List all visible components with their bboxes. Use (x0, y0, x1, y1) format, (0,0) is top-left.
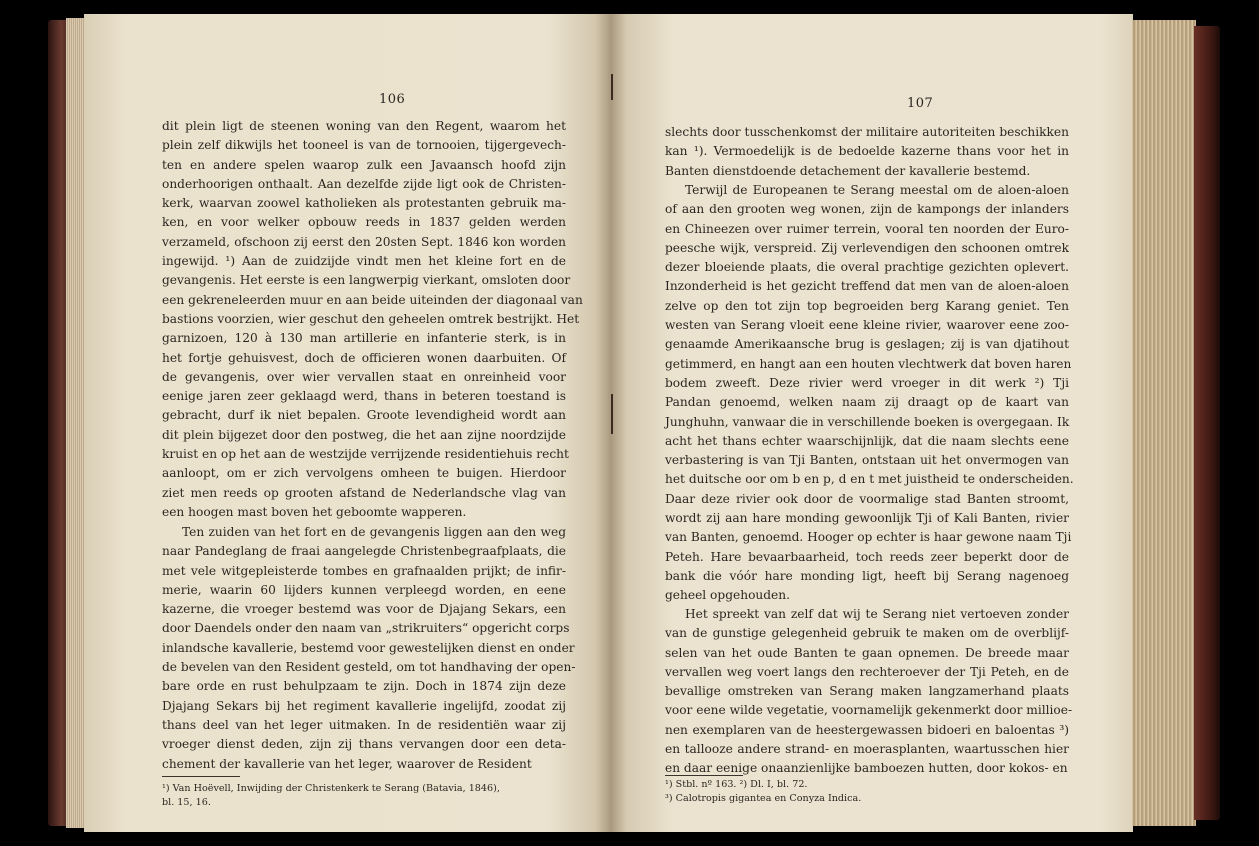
text-line: en daar eenige onaanzienlijke bamboezen hutten, door kokos- en (665, 761, 1068, 776)
right-page (611, 14, 1133, 832)
text-line: ken, en voor welker opbouw reeds in 1837 gelden werden (162, 215, 566, 230)
text-line: verbastering is van Tji Banten, ontstaan uit het onvermogen van (665, 453, 1069, 468)
text-line: Ten zuiden van het fort en de gevangenis liggen aan den weg (182, 525, 566, 539)
text-line: een gekreneleerden muur en aan beide uiteinden der diagonaal van (162, 292, 583, 307)
text-line: westen van Serang vloeit eene kleine rivier, waarover eene zoo- (665, 318, 1069, 333)
text-line: thans deel van het leger uitmaken. In de residentiën waar zij (162, 717, 566, 732)
text-line: bank die vóór hare monding ligt, heeft bij Serang nagenoeg (665, 568, 1069, 583)
text-line: kerk, waarvan zoowel katholieken als protestanten gebruik ma- (162, 196, 566, 211)
text-line: ten en andere spelen waarop zulk een Javaansch hoofd zijn (162, 157, 566, 172)
text-line: ¹) Van Hoëvell, Inwijding der Christenkerk te Serang (Batavia, 1846), (162, 783, 500, 794)
text-line: door Daendels onder den naam van „strikruiters“ opgericht corps (162, 621, 570, 636)
text-line: gebracht, durf ik niet bepalen. Groote levendigheid wordt aan (162, 408, 566, 423)
text-line: verzameld, ofschoon zij eerst den 20sten Sept. 1846 kon worden (162, 234, 566, 249)
left-page (84, 14, 611, 832)
text-line: Inzonderheid is het gezicht treffend dat men van de aloen-aloen (665, 279, 1069, 294)
text-line: inlandsche kavallerie, bestemd voor gewestelijken dienst en onder (162, 640, 575, 655)
text-line: een hoogen mast boven het geboomte wapperen. (162, 504, 467, 519)
text-line: van Banten, genoemd. Hooger op echter is haar gewone naam Tji (665, 530, 1072, 545)
text-line: zelve op den tot zijn top begroeiden berg Karang geniet. Ten (665, 298, 1069, 313)
footnote-rule-right (665, 775, 743, 776)
text-line: gevangenis. Het eerste is een langwerpig vierkant, omsloten door (162, 273, 571, 288)
book-cover-right (1194, 26, 1220, 820)
text-line: Banten dienstdoende detachement der kavallerie bestemd. (665, 163, 1031, 178)
right-paragraph-1 (665, 123, 1069, 181)
text-line: voor eene wilde vegetatie, voornamelijk gekenmerkt door millioe- (665, 703, 1073, 718)
left-paragraph-1 (162, 117, 583, 522)
text-line: ³) Calotropis gigantea en Conyza Indica. (665, 793, 862, 804)
text-line: dit plein ligt de steenen woning van den Regent, waarom het (162, 119, 566, 133)
text-line: dit plein bijgezet door den postweg, die het aan zijne noordzijde (162, 427, 566, 442)
right-paragraph-2 (665, 181, 1074, 606)
text-line: geheel opgehouden. (665, 588, 790, 603)
text-line: bevallige omstreken van Serang maken langzamerhand plaats (665, 684, 1069, 699)
text-line: slechts door tusschenkomst der militaire autoriteiten beschikken (665, 125, 1069, 139)
text-line: onderhoorigen onthaalt. Aan dezelfde zijde ligt ook de Christen- (162, 176, 566, 191)
text-line: ¹) Stbl. nº 163. ²) Dl. I, bl. 72. (665, 779, 808, 790)
text-line: vroeger dienst deden, zijn zij thans vervangen door een deta- (162, 737, 566, 752)
text-line: en tallooze andere strand- en moerasplanten, waartusschen hier (665, 742, 1069, 757)
text-line: naar Pandeglang de fraai aangelegde Christenbegraafplaats, die (162, 544, 566, 559)
text-line: ziet men reeds op grooten afstand de Nederlandsche vlag van (162, 485, 566, 500)
page-number-left: 106 (379, 92, 406, 107)
text-line: en Chineezen over ruimer terrein, vooral ten noorden der Euro- (665, 221, 1069, 236)
right-footnotes (665, 778, 1069, 806)
left-paragraph-2 (162, 523, 576, 774)
page-number-right: 107 (907, 96, 934, 111)
left-footnotes (162, 782, 566, 810)
text-line: plein zelf dikwijls het tooneel is van de tornooien, tijgergevech- (162, 138, 566, 153)
text-line: garnizoen, 120 à 130 man artillerie en infanterie sterk, is in (162, 331, 566, 346)
text-line: genaamde Amerikaansche brug is geslagen; zij is van djatihout (665, 337, 1069, 352)
open-book (48, 14, 1220, 832)
text-line: bare orde en rust behulpzaam te zijn. Doch in 1874 zijn deze (162, 679, 566, 694)
text-line: Djajang Sekars bij het regiment kavallerie ingelijfd, zoodat zij (162, 698, 566, 713)
text-line: kruist en op het aan de westzijde verrijzende residentiehuis recht (162, 447, 569, 462)
text-line: getimmerd, en hangt aan een houten vlechtwerk dat boven haren (665, 356, 1072, 371)
text-line: selen van het oude Banten te gaan opnemen. De breede maar (665, 645, 1069, 660)
text-line: of aan den grooten weg wonen, zijn de kampongs der inlanders (665, 202, 1069, 217)
text-line: Het spreekt van zelf dat wij te Serang niet vertoeven zonder (685, 607, 1069, 621)
text-line: van de gunstige gelegenheid gebruik te maken om de overblijf- (665, 626, 1069, 641)
text-line: met vele witgepleisterde tombes en grafnaalden prijkt; de infir- (162, 563, 566, 578)
text-line: ingewijd. ¹) Aan de zuidzijde vindt men het kleine fort en de (162, 254, 566, 269)
text-line: de gevangenis, over wier vervallen staat en onreinheid voor (162, 369, 566, 384)
text-line: bodem zweeft. Deze rivier werd vroeger in dit werk ²) Tji (665, 375, 1069, 390)
text-line: vervallen weg voert langs den rechteroever der Tji Peteh, en de (665, 664, 1069, 679)
text-line: merie, waarin 60 lijders kunnen verpleegd worden, en eene (162, 582, 566, 597)
text-line: Daar deze rivier ook door de voormalige stad Banten stroomt, (665, 491, 1069, 506)
right-paragraph-3 (665, 605, 1073, 779)
footnote-rule-left (162, 776, 240, 777)
text-line: bastions voorzien, wier geschut den geheelen omtrek bestrijkt. Het (162, 311, 580, 326)
gutter-mark (611, 394, 613, 434)
text-line: het fortje gehuisvest, doch de officieren wonen daarbuiten. Of (162, 350, 566, 365)
text-line: kazerne, die vroeger bestemd was voor de Djajang Sekars, een (162, 602, 566, 617)
page-edges-right (1132, 20, 1196, 826)
text-line: het duitsche oor om b en p, d en t met juistheid te onderscheiden. (665, 472, 1074, 487)
text-line: de bevelen van den Resident gesteld, om tot handhaving der open- (162, 660, 576, 675)
text-line: kan ¹). Vermoedelijk is de bedoelde kazerne thans voor het in (665, 144, 1069, 159)
text-line: aanloopt, om er zich vervolgens omheen te buigen. Hierdoor (162, 466, 566, 481)
text-line: dezer bloeiende plaats, die overal prachtige gezichten oplevert. (665, 260, 1069, 275)
gutter-mark (611, 74, 613, 100)
text-line: eenige jaren zeer geklaagd werd, thans in beteren toestand is (162, 389, 566, 404)
text-line: acht het thans echter waarschijnlijk, dat die naam slechts eene (665, 433, 1069, 448)
text-line: Terwijl de Europeanen te Serang meestal om de aloen-aloen (685, 183, 1069, 197)
text-line: peesche wijk, verspreid. Zij verlevendigen den schoonen omtrek (665, 240, 1069, 255)
text-line: Junghuhn, vanwaar die in verschillende boeken is overgegaan. Ik (665, 414, 1070, 429)
text-line: Peteh. Hare bevaarbaarheid, toch reeds zeer beperkt door de (665, 549, 1069, 564)
text-line: nen exemplaren van de heestergewassen bidoeri en baloentas ³) (665, 722, 1069, 737)
text-line: chement der kavallerie van het leger, waarover de Resident (162, 756, 532, 771)
text-line: Pandan genoemd, welken naam zij draagt op de kaart van (665, 395, 1069, 410)
text-line: wordt zij aan hare monding gewoonlijk Tji of Kali Banten, rivier (665, 511, 1069, 526)
text-line: bl. 15, 16. (162, 797, 211, 808)
